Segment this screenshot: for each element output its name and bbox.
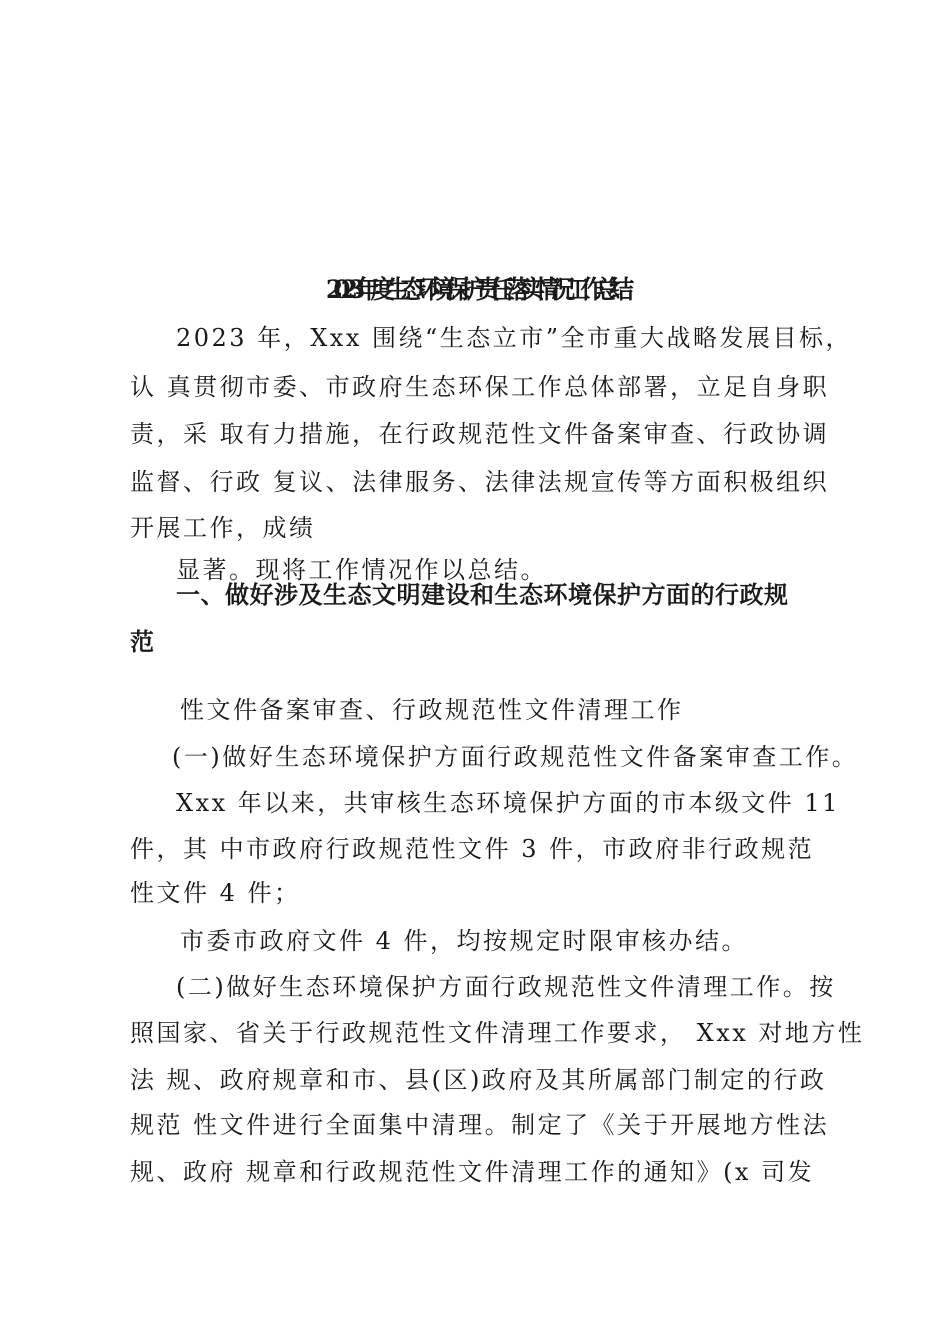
paragraph-line-10: 市委市政府文件 4 件，均按规定时限审核办结。 bbox=[180, 927, 749, 955]
paragraph-line-5: 开展工作，成绩 bbox=[130, 514, 316, 542]
paragraph-line-6: 显著。现将工作情况作以总结。 bbox=[176, 556, 547, 584]
paragraph-line-8: 件，其 中市政府行政规范性文件 3 件，市政府非行政规范 bbox=[130, 835, 815, 863]
paragraph-line-12: 法 规、政府规章和市、县(区)政府及其所属部门制定的行政 bbox=[130, 1066, 827, 1094]
subsection-heading-1: (一)做好生态环境保护方面行政规范性文件备案审查工作。 bbox=[172, 743, 859, 771]
section-heading-1-cont: 范 bbox=[130, 628, 155, 656]
section-heading-1: 一、做好涉及生态文明建设和生态环境保护方面的行政规 bbox=[176, 581, 789, 609]
paragraph-line-1: 2023 年，Xxx 围绕“生态立市”全市重大战略发展目标， bbox=[176, 324, 853, 352]
subsection-heading-2: (二)做好生态环境保护方面行政规范性文件清理工作。按 bbox=[176, 973, 836, 1001]
paragraph-line-13: 规范 性文件进行全面集中清理。制定了《关于开展地方性法 bbox=[130, 1111, 830, 1139]
document-title: 2023年度生态环境保护责任落实情况工作总 结 bbox=[325, 275, 625, 304]
paragraph-line-11: 照国家、省关于行政规范性文件清理工作要求， Xxx 对地方性 bbox=[130, 1019, 865, 1047]
paragraph-line-7: Xxx 年以来，共审核生态环境保护方面的市本级文件 11 bbox=[176, 789, 840, 817]
paragraph-line-14: 规、政府 规章和行政规范性文件清理工作的通知》(x 司发 bbox=[130, 1158, 815, 1186]
paragraph-line-3: 责，采 取有力措施，在行政规范性文件备案审查、行政协调 bbox=[130, 420, 830, 448]
paragraph-line-2: 认 真贯彻市委、市政府生态环保工作总体部署，立足自身职 bbox=[130, 373, 830, 401]
section-heading-1-tail: 性文件备案审查、行政规范性文件清理工作 bbox=[180, 696, 684, 724]
paragraph-line-9: 性文件 4 件； bbox=[130, 879, 301, 907]
paragraph-line-4: 监督、行政 复议、法律服务、法律法规宣传等方面积极组织 bbox=[130, 468, 830, 496]
